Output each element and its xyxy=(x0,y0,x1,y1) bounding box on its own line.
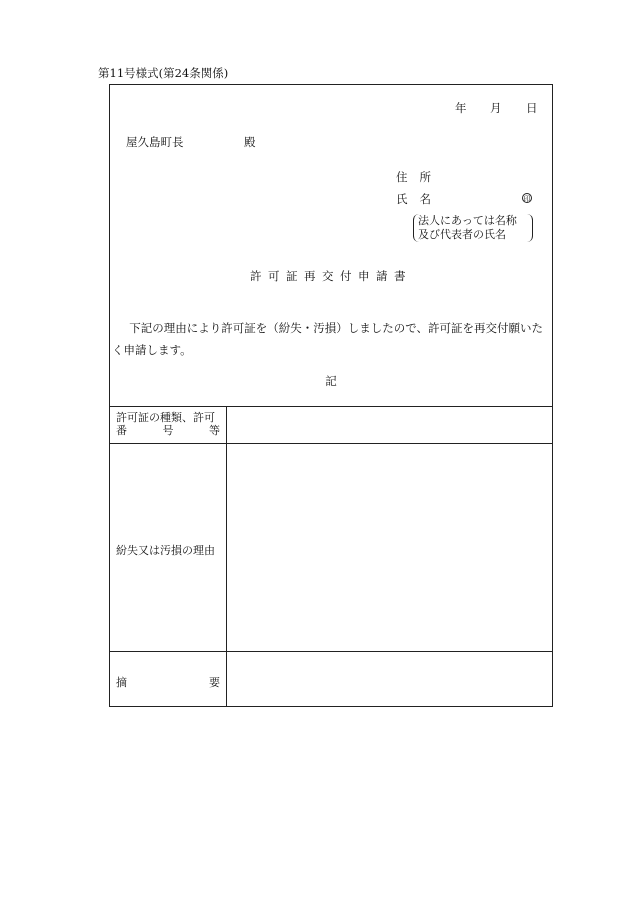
loss-damage-reason-label: 紛失又は汚損の理由 xyxy=(116,544,215,557)
loss-damage-reason-value[interactable] xyxy=(227,444,553,651)
application-body-text: 下記の理由により許可証を（紛失・汚損）しましたので、許可証を再交付願いたく申請します。 xyxy=(112,321,544,357)
document-title: 許可証再交付申請書 xyxy=(250,269,412,283)
addressee-honorific: 殿 xyxy=(244,135,256,149)
remarks-value[interactable] xyxy=(227,652,553,707)
addressee-name: 屋久島町長 xyxy=(126,135,184,149)
name-label: 氏 名 xyxy=(396,192,431,206)
corporate-note: 法人にあっては名称 及び代表者の氏名 xyxy=(413,214,533,242)
date-month-label: 月 xyxy=(490,101,502,115)
application-form-frame xyxy=(109,84,553,707)
address-label: 住 所 xyxy=(396,170,431,184)
seal-icon: 印 xyxy=(523,195,531,203)
remarks-label: 摘 要 xyxy=(116,676,220,689)
ki-heading: 記 xyxy=(325,374,337,388)
date-day-label: 日 xyxy=(526,101,538,115)
date-year-label: 年 xyxy=(455,101,467,115)
form-number-label: 第11号様式(第24条関係) xyxy=(98,66,229,80)
permit-type-number-label: 許可証の種類、許可 番 号 等 xyxy=(116,411,220,437)
permit-type-number-value[interactable] xyxy=(227,407,553,443)
